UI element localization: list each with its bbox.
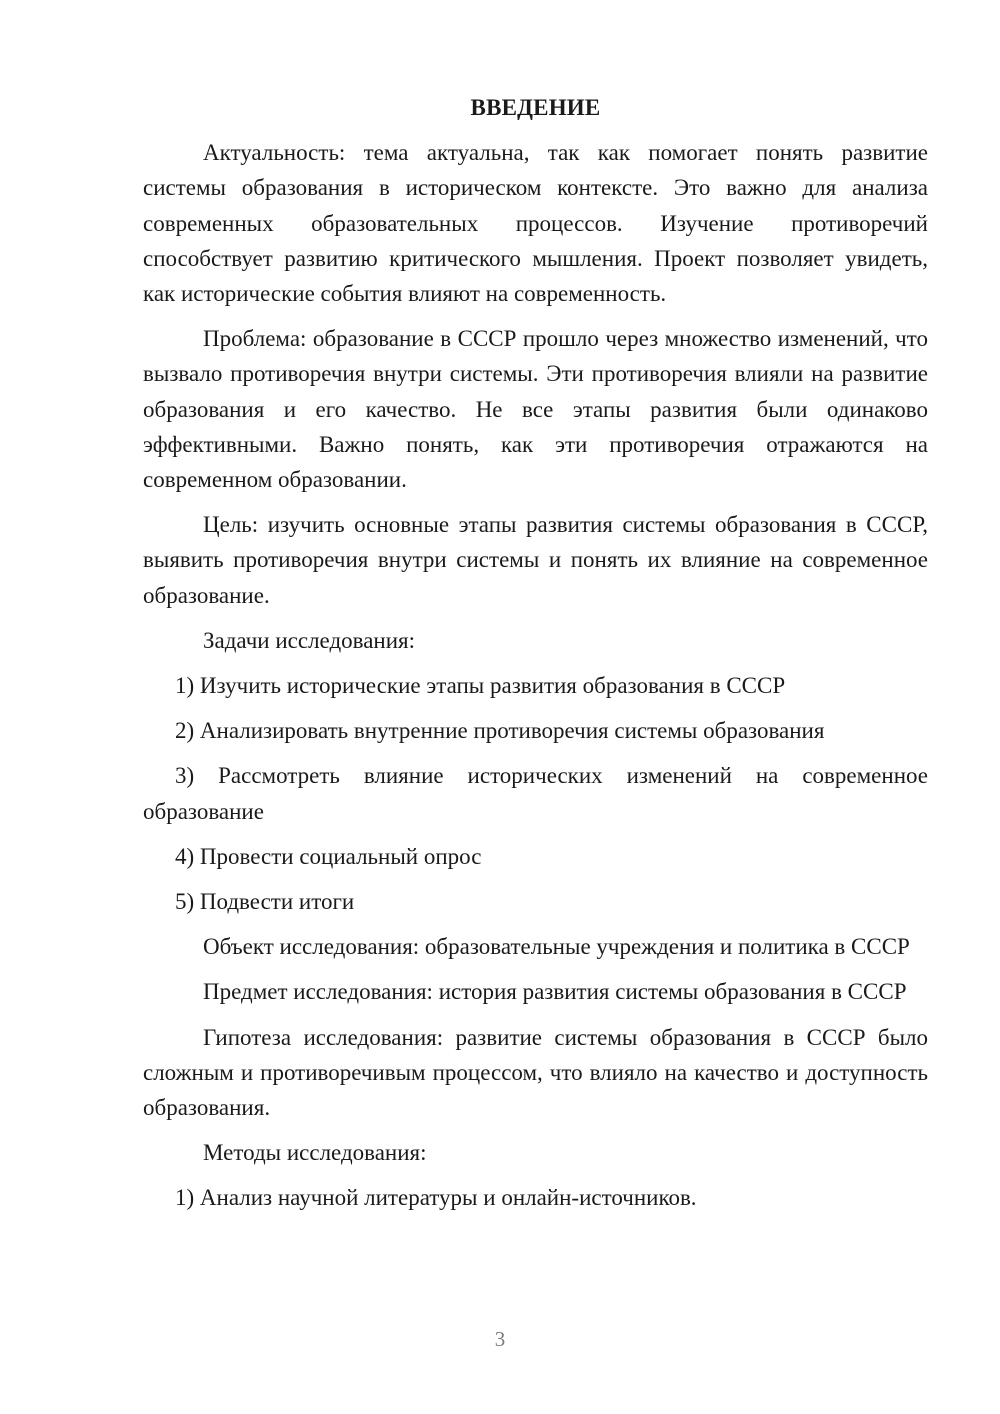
hypothesis-paragraph: Гипотеза исследования: развитие системы образования в СССР было сложным и противоречивым процессом, что влияло на качество и доступность образования. [143, 1024, 928, 1121]
goal-paragraph: Цель: изучить основные этапы развития системы образования в СССР, выявить противоречия внутри системы и понять их влияние на современное образование. [143, 512, 928, 608]
document-page [143, 90, 928, 1226]
task-item: 5) Подвести итоги [175, 889, 355, 915]
task-item: 3) Рассмотреть влияние исторических изменений на современное образование [143, 763, 928, 824]
object-paragraph: Объект исследования: образовательные учреждения и политика в СССР [203, 934, 910, 960]
problem-paragraph: Проблема: образование в СССР прошло через множество изменений, что вызвало противоречия внутри системы. Эти противоречия влияли на развитие образования и его качество. Не все этапы развития были одинаково эффективными. Важно понять, как эти противоречия отражаются на современном образовании. [143, 326, 928, 493]
methods-heading: Методы исследования: [203, 1140, 427, 1166]
page-number: 3 [494, 1327, 506, 1351]
relevance-paragraph: Актуальность: тема актуальна, так как помогает понять развитие системы образования в историческом контексте. Это важно для анализа современных образовательных процессов. Изучение противоречий способствует развитию критического мышления. Проект позволяет увидеть, как исторические события влияют на современность. [143, 140, 928, 307]
task-item: 1) Изучить исторические этапы развития образования в СССР [175, 673, 786, 699]
section-title: ВВЕДЕНИЕ [470, 95, 601, 120]
tasks-heading: Задачи исследования: [203, 627, 416, 653]
subject-paragraph: Предмет исследования: история развития системы образования в СССР [203, 979, 907, 1005]
task-item: 2) Анализировать внутренние противоречия системы образования [175, 718, 825, 744]
method-item: 1) Анализ научной литературы и онлайн-источников. [175, 1185, 697, 1211]
task-item: 4) Провести социальный опрос [175, 843, 482, 869]
